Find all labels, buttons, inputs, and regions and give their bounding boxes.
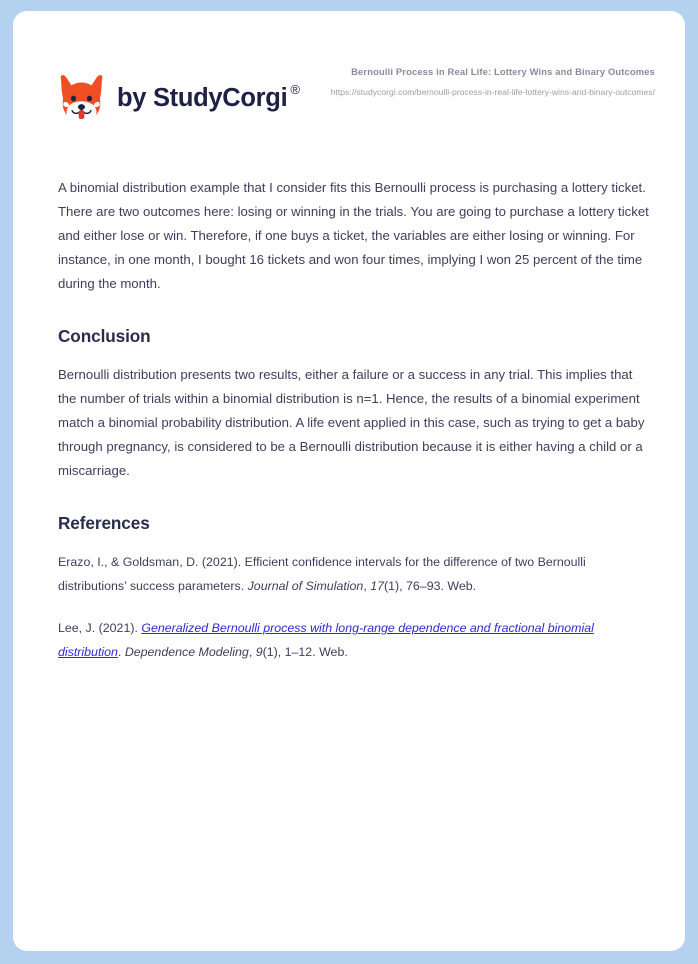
reference-tail: (1), 1–12. Web. [262, 645, 348, 659]
reference-volume: 17 [370, 579, 385, 593]
reference-separator: , [363, 579, 371, 593]
document-content [58, 176, 654, 664]
studycorgi-brand[interactable] [58, 74, 300, 123]
conclusion-heading: Conclusion [58, 326, 151, 346]
corgi-face-icon [58, 74, 105, 123]
header-meta [320, 65, 655, 99]
references-list [58, 550, 654, 664]
reference-volume: 9 [255, 645, 263, 659]
page-url[interactable]: https://studycorgi.com/bernoulli-process-in-real-life-lottery-wins-and-binary-outcomes/ [330, 86, 655, 97]
reference-item [58, 550, 654, 598]
reference-separator: , [248, 645, 256, 659]
reference-source: Journal of Simulation [247, 579, 364, 593]
reference-post-link: . [117, 645, 125, 659]
brand-name: by StudyCorgi ® [117, 81, 300, 112]
registered-trademark-icon: ® [290, 81, 300, 97]
reference-tail: (1), 76–93. Web. [384, 579, 477, 593]
reference-source: Dependence Modeling [124, 645, 249, 659]
intro-paragraph: A binomial distribution example that I consider fits this Bernoulli process is purchasing a lottery ticket. There are two outcomes here: losing or winning in the trials. You are going to purchase a lottery ticket and either lose or win. Therefore, if one buys a ticket, the variables are either losing or winning. For instance, in one month, I bought 16 tickets and won four times, implying I won 25 percent of the time during the month. [58, 180, 649, 291]
page-title: Bernoulli Process in Real Life: Lottery Wins and Binary Outcomes [351, 66, 655, 77]
reference-author-year: Erazo, I., & Goldsman, D. (2021). Efficient confidence intervals for the difference of two Bernoulli distributions’ success parameters. [58, 555, 586, 593]
document-page-card [13, 11, 685, 951]
document-header [13, 11, 685, 146]
reference-author-year: Lee, J. (2021). [58, 621, 142, 635]
reference-item [58, 616, 654, 664]
conclusion-paragraph: Bernoulli distribution presents two results, either a failure or a success in any trial. This implies that the number of trials within a binomial distribution is n=1. Hence, the results of a binomial experiment match a binomial probability distribution. A life event applied in this case, such as trying to get a baby through pregnancy, is considered to be a Bernoulli distribution because it is either having a child or a miscarriage. [58, 367, 645, 478]
references-heading: References [58, 513, 150, 533]
reference-link[interactable]: Generalized Bernoulli process with long-range dependence and fractional binomial distribution [58, 621, 594, 659]
